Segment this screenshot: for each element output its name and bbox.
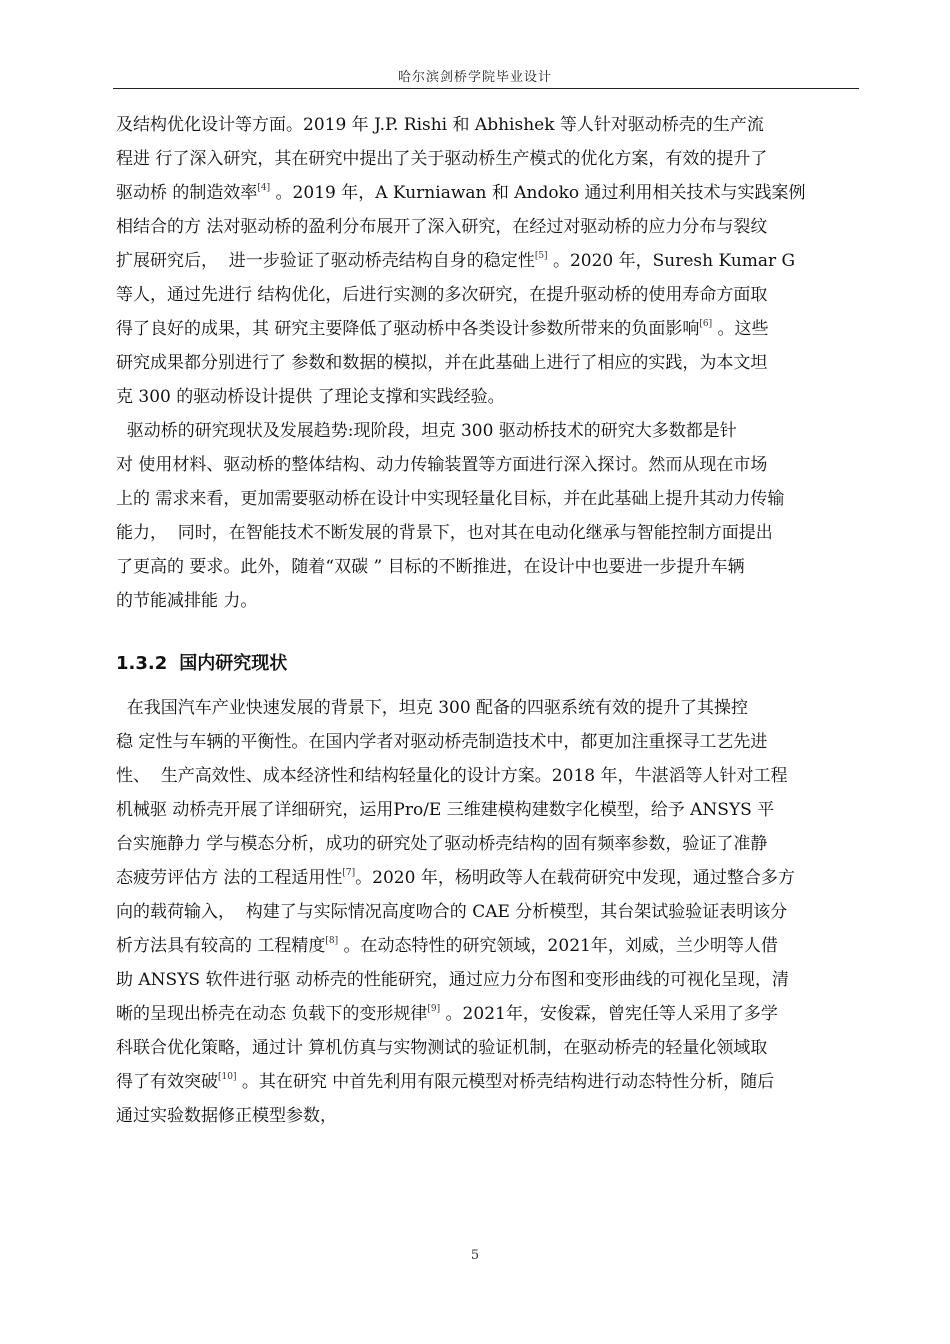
citation-marker: [10] (218, 1071, 237, 1082)
running-header: 哈尔滨剑桥学院毕业设计 (397, 70, 552, 85)
line-segment: 。这些 (712, 319, 769, 339)
line-segment: 台实施静力 学与模态分析，成功的研究处了驱动桥壳结构的固有频率参数，验证了准静 (116, 834, 768, 854)
line-text (116, 861, 795, 895)
line-text (116, 312, 769, 346)
text-line (116, 691, 858, 725)
line-text (116, 176, 806, 210)
line-segment: 析方法具有较高的 工程精度 (116, 936, 326, 956)
line-segment: 。2019 年，A Kurniawan 和 Andoko 通过利用相关技术与实践案例 (270, 183, 806, 203)
line-text (116, 1065, 774, 1099)
line-segment: 程进 行了深入研究，其在研究中提出了关于驱动桥生产模式的优化方案，有效的提升了 (116, 149, 768, 169)
line-segment: 得了有效突破 (116, 1072, 218, 1092)
line-text (116, 142, 767, 176)
line-segment: 能力， 同时，在智能技术不断发展的背景下，也对其在电动化继承与智能控制方面提出 (116, 523, 773, 543)
line-segment: 通过实验数据修正模型参数， (116, 1106, 337, 1126)
body-text-bottom (116, 691, 858, 1133)
text-line (116, 108, 858, 142)
line-segment: 扩展研究后， 进一步验证了驱动桥壳结构自身的稳定性 (116, 251, 535, 271)
text-line (116, 895, 858, 929)
line-text (116, 691, 748, 725)
text-line (116, 414, 858, 448)
line-segment: 上的 需求来看，更加需要驱动桥在设计中实现轻量化目标，并在此基础上提升其动力传输 (116, 489, 785, 509)
text-line (116, 759, 858, 793)
text-line (116, 584, 858, 618)
line-text (116, 929, 778, 963)
text-line (116, 312, 858, 346)
citation-marker: [8] (325, 935, 339, 946)
line-text (116, 584, 257, 618)
text-line (116, 142, 858, 176)
line-text (116, 380, 505, 414)
line-text (116, 516, 773, 550)
text-line (116, 963, 858, 997)
line-text (116, 210, 767, 244)
line-segment: 。2021年，安俊霖，曾宪任等人采用了多学 (440, 1004, 778, 1024)
text-line (116, 482, 858, 516)
line-segment: 。2020 年，杨明政等人在载荷研究中发现，通过整合多方 (355, 868, 795, 888)
line-segment: 及结构优化设计等方面。2019 年 J.P. Rishi 和 Abhishek 等人针对驱动桥壳的生产流 (116, 115, 764, 135)
text-line (116, 244, 858, 278)
line-segment: 在我国汽车产业快速发展的背景下，坦克 300 配备的四驱系统有效的提升了其操控 (116, 698, 749, 718)
text-line (116, 176, 858, 210)
line-segment: 对 使用材料、驱动桥的整体结构、动力传输装置等方面进行深入探讨。然而从现在市场 (116, 455, 768, 475)
line-segment: 态疲劳评估方 法的工程适用性 (116, 868, 343, 888)
section-number: 1.3.2 (116, 653, 168, 674)
page-number: 5 (470, 1248, 480, 1263)
line-segment: 科联合优化策略，通过计 算机仿真与实物测试的验证机制，在驱动桥壳的轻量化领域取 (116, 1038, 768, 1058)
header-rule (113, 88, 859, 89)
line-text (116, 108, 764, 142)
line-text (116, 448, 767, 482)
text-line (116, 448, 858, 482)
line-text (116, 550, 745, 584)
line-text (116, 346, 767, 380)
text-line (116, 861, 858, 895)
line-text (116, 997, 778, 1031)
text-line (116, 1099, 858, 1133)
citation-marker: [6] (699, 318, 713, 329)
line-segment: 了更高的 要求。此外，随着“双碳 ” 目标的不断推进，在设计中也要进一步提升车辆 (116, 557, 745, 577)
line-segment: 得了良好的成果，其 研究主要降低了驱动桥中各类设计参数所带来的负面影响 (116, 319, 700, 339)
line-segment: 向的载荷输入， 构建了与实际情况高度吻合的 CAE 分析模型，其台架试验验证表明该分 (116, 902, 788, 922)
line-segment: 。其在研究 中首先利用有限元模型对桥壳结构进行动态特性分析，随后 (236, 1072, 775, 1092)
line-text (116, 278, 767, 312)
text-line (116, 346, 858, 380)
text-line (116, 550, 858, 584)
line-segment: 机械驱 动桥壳开展了详细研究，运用Pro/E 三维建模构建数字化模型，给予 ANSYS 平 (116, 800, 775, 820)
line-segment: 研究成果都分别进行了 参数和数据的模拟，并在此基础上进行了相应的实践，为本文坦 (116, 353, 768, 373)
text-line (116, 1031, 858, 1065)
text-line (116, 516, 858, 550)
citation-marker: [7] (342, 867, 356, 878)
line-text (116, 793, 774, 827)
line-text (116, 759, 787, 793)
line-segment: 性、 生产高效性、成本经济性和结构轻量化的设计方案。2018 年，牛湛滔等人针对工程 (116, 766, 788, 786)
line-segment: 等人，通过先进行 结构优化，后进行实测的多次研究，在提升驱动桥的使用寿命方面取 (116, 285, 768, 305)
line-segment: 。在动态特性的研究领域，2021年，刘威，兰少明等人借 (338, 936, 778, 956)
text-line (116, 1065, 858, 1099)
line-text (116, 414, 737, 448)
section-heading (116, 647, 287, 681)
line-segment: 稳 定性与车辆的平衡性。在国内学者对驱动桥壳制造技术中，都更加注重探寻工艺先进 (116, 732, 768, 752)
line-text (116, 244, 795, 278)
section-title: 国内研究现状 (179, 653, 288, 674)
line-segment: 晰的呈现出桥壳在动态 负载下的变形规律 (116, 1004, 428, 1024)
line-text (116, 725, 767, 759)
citation-marker: [4] (257, 182, 271, 193)
body-text-top (116, 108, 858, 618)
text-line (116, 997, 858, 1031)
text-line (116, 278, 858, 312)
line-segment: 驱动桥 的制造效率 (116, 183, 258, 203)
text-line (116, 380, 858, 414)
line-segment: 相结合的方 法对驱动桥的盈利分布展开了深入研究，在经过对驱动桥的应力分布与裂纹 (116, 217, 768, 237)
line-segment: 。2020 年，Suresh Kumar G (547, 251, 796, 271)
text-line (116, 929, 858, 963)
line-text (116, 827, 767, 861)
line-text (116, 1099, 337, 1133)
line-segment: 克 300 的驱动桥设计提供 了理论支撑和实践经验。 (116, 387, 505, 407)
line-segment: 的节能减排能 力。 (116, 591, 258, 611)
line-text (116, 1031, 767, 1065)
text-line (116, 793, 858, 827)
line-text (116, 895, 787, 929)
line-segment: 助 ANSYS 软件进行驱 动桥壳的性能研究，通过应力分布图和变形曲线的可视化呈现，清 (116, 970, 789, 990)
line-text (116, 482, 784, 516)
line-segment: 驱动桥的研究现状及发展趋势:现阶段，坦克 300 驱动桥技术的研究大多数都是针 (116, 421, 737, 441)
citation-marker: [5] (534, 250, 548, 261)
text-line (116, 210, 858, 244)
citation-marker: [9] (427, 1003, 441, 1014)
text-line (116, 827, 858, 861)
line-text (116, 963, 789, 997)
text-line (116, 725, 858, 759)
